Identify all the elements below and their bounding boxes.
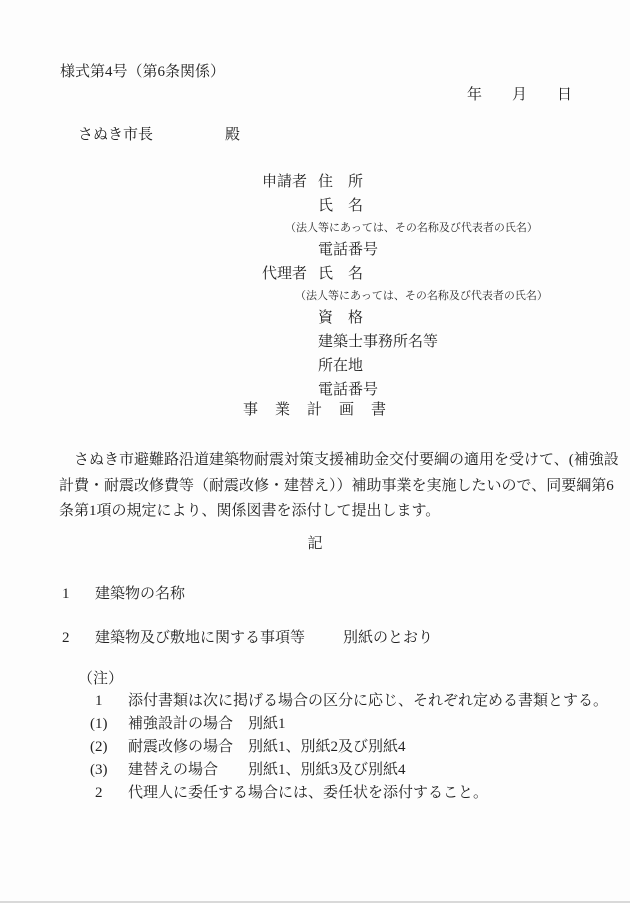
office-field-label: 建築士事務所名等	[318, 334, 439, 350]
note-1-number: 1	[95, 693, 103, 709]
body-paragraph	[59, 448, 619, 525]
form-number: 様式第4号（第6条関係）	[60, 64, 226, 80]
agent-name-field-label: 氏 名	[318, 266, 364, 282]
note-2	[95, 785, 488, 802]
case-1-docs: 別紙1	[248, 716, 286, 732]
item-2-number: 2	[62, 630, 70, 646]
note-1-text: 添付書類は次に掲げる場合の区分に応じ、それぞれ定める書類とする。	[128, 693, 609, 709]
applicant-label: 申請者	[262, 174, 308, 190]
ki-marker: 記	[307, 536, 323, 552]
notes-label: （注）	[78, 671, 124, 687]
item-1-number: 1	[62, 586, 70, 602]
case-3-docs: 別紙1、別紙3及び別紙4	[248, 762, 406, 778]
addressee-honorific: 殿	[225, 127, 241, 143]
item-2-text: 建築物及び敷地に関する事項等	[95, 630, 306, 646]
agent-label: 代理者	[262, 266, 308, 282]
name-field-label: 氏 名	[318, 198, 364, 214]
note-2-number: 2	[95, 785, 103, 801]
agent-location-row	[262, 358, 592, 382]
case-3-name: 建替えの場合	[128, 762, 219, 778]
agent-office-row	[262, 334, 592, 358]
applicant-name-row	[262, 198, 592, 222]
case-3-rebuilding	[90, 762, 406, 779]
applicant-address-row	[262, 174, 592, 198]
applicant-phone-row	[262, 242, 592, 266]
case-3-number: (3)	[90, 762, 108, 778]
case-2-number: (2)	[90, 739, 108, 755]
agent-phone-field-label: 電話番号	[318, 382, 379, 398]
phone-field-label: 電話番号	[318, 242, 379, 258]
agent-qualification-row	[262, 310, 592, 334]
item-1-building-name	[62, 586, 185, 603]
body-line-2: 計費・耐震改修費等（耐震改修・建替え））補助事業を実施したいので、同要綱第6	[59, 477, 614, 494]
case-1-reinforcement-design	[90, 716, 286, 733]
item-2-value: 別紙のとおり	[343, 630, 434, 646]
qualification-field-label: 資 格	[318, 310, 364, 326]
case-1-number: (1)	[90, 716, 108, 732]
applicant-corporate-note: （法人等にあっては、その名称及び代表者の氏名）	[285, 222, 538, 234]
document-title: 事 業 計 画 書	[242, 402, 387, 418]
case-2-name: 耐震改修の場合	[128, 739, 234, 755]
addressee-line	[78, 127, 240, 144]
party-block	[262, 174, 592, 406]
address-field-label: 住 所	[318, 174, 364, 190]
agent-name-row	[262, 266, 592, 290]
addressee-name: さぬき市長	[78, 127, 154, 143]
case-1-name: 補強設計の場合	[128, 716, 234, 732]
location-field-label: 所在地	[318, 358, 364, 374]
case-2-seismic-retrofit	[90, 739, 406, 756]
note-2-text: 代理人に委任する場合には、委任状を添付すること。	[128, 785, 489, 801]
body-line-3: 条第1項の規定により、関係図書を添付して提出します。	[59, 503, 441, 519]
agent-corporate-note: （法人等にあっては、その名称及び代表者の氏名）	[295, 290, 548, 302]
item-2-building-site	[62, 630, 433, 647]
date-line: 年 月 日	[466, 87, 572, 103]
body-line-1: さぬき市避難路沿道建築物耐震対策支援補助金交付要綱の適用を受けて、(補強設	[59, 452, 619, 468]
case-2-docs: 別紙1、別紙2及び別紙4	[248, 739, 406, 755]
item-1-text: 建築物の名称	[95, 586, 186, 602]
note-1	[95, 693, 608, 710]
